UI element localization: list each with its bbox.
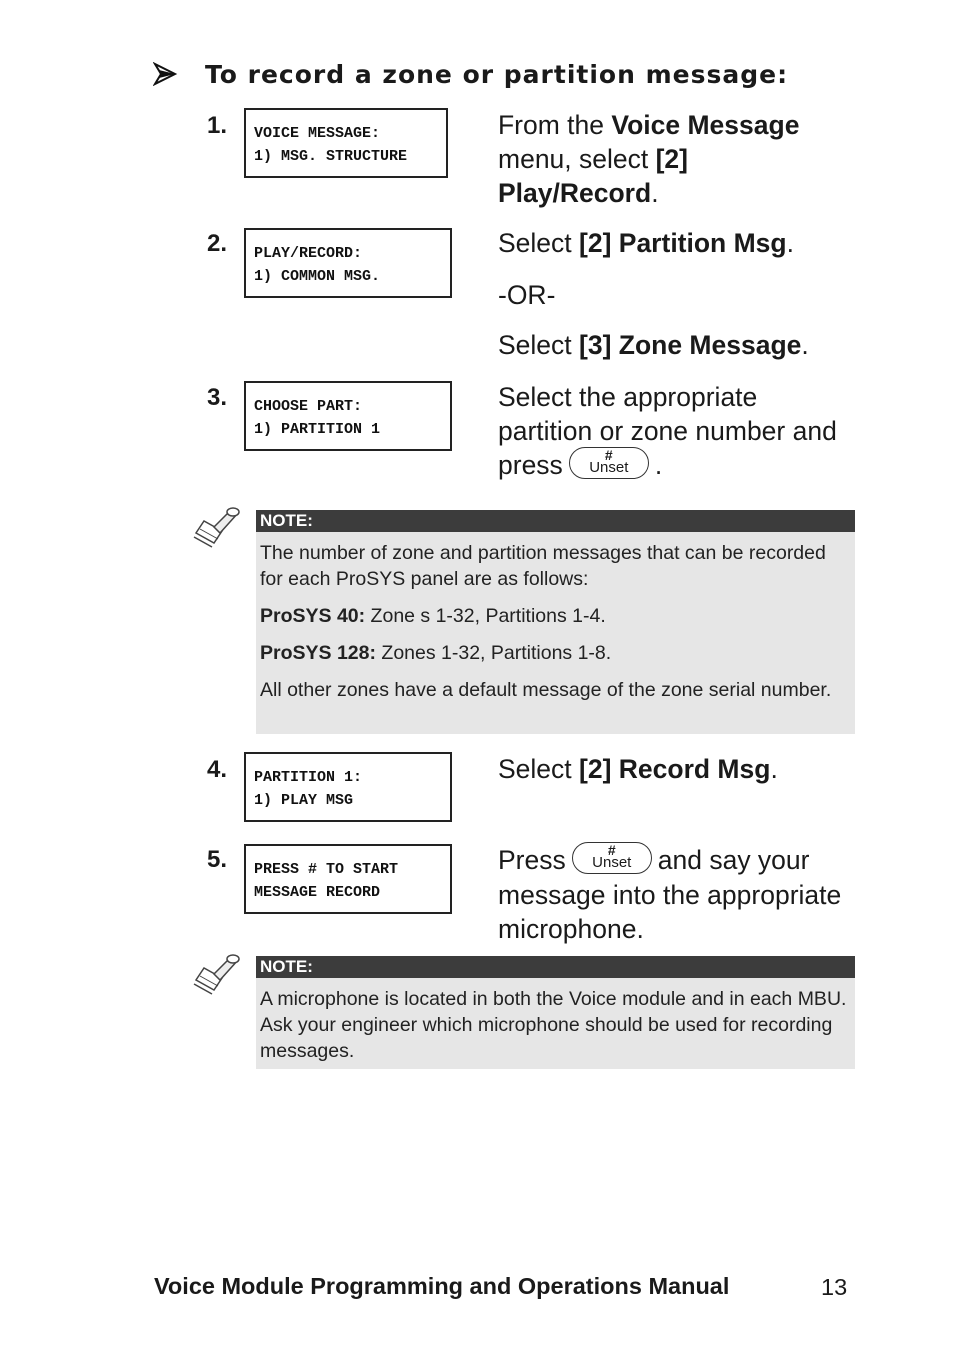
note-heading: NOTE: [256, 956, 855, 978]
lcd-line: PLAY/RECORD: [254, 245, 363, 262]
lcd-display [244, 752, 452, 822]
lcd-line: PARTITION 1: [254, 769, 363, 786]
lcd-line: 1) PLAY MSG [254, 792, 354, 809]
step-number: 3. [207, 384, 228, 411]
page-title: To record a zone or partition message: [205, 59, 789, 89]
lcd-display [244, 108, 448, 178]
step-number: 1. [207, 112, 228, 139]
note-body [256, 532, 855, 734]
lcd-display [244, 381, 452, 451]
step-instruction: Select [3] Zone Message. [498, 330, 809, 360]
step-instruction: Select [2] Record Msg. [498, 754, 778, 784]
step-instruction: From the Voice Message menu, select [2] Play/Record. [498, 110, 800, 208]
note-heading: NOTE: [256, 510, 855, 532]
note-text: A microphone is located in both the Voice module and in each MBU. Ask your engineer which microphone should be used for recording messages. [260, 988, 847, 1062]
lcd-line: 1) COMMON MSG. [254, 268, 381, 285]
step-instruction: Press # Unset and say your message into the appropriate microphone. [498, 842, 842, 944]
lcd-line: VOICE MESSAGE: [254, 125, 381, 142]
lcd-display [244, 228, 452, 298]
note-pen-icon [192, 503, 244, 549]
lcd-line: 1) MSG. STRUCTURE [254, 148, 408, 165]
note-text: ProSYS 40: Zone s 1-32, Partitions 1-4. [260, 605, 606, 627]
note-text: All other zones have a default message of the zone serial number. [260, 679, 832, 701]
lcd-line: PRESS # TO START [254, 861, 399, 878]
section-heading [153, 56, 788, 92]
arrow-bullet-icon [153, 62, 187, 86]
footer-title: Voice Module Programming and Operations Manual [154, 1273, 730, 1299]
step-number: 2. [207, 230, 228, 257]
or-separator: -OR- [498, 280, 556, 310]
lcd-line: 1) PARTITION 1 [254, 421, 381, 438]
lcd-line: MESSAGE RECORD [254, 884, 381, 901]
note-body [256, 978, 855, 1069]
step-instruction: Select [2] Partition Msg. [498, 228, 794, 258]
step-number: 4. [207, 756, 228, 783]
step-number: 5. [207, 846, 228, 873]
step-instruction: Select the appropriate partition or zone number and press # Unset . [498, 382, 837, 480]
page-number: 13 [821, 1274, 848, 1300]
lcd-line: CHOOSE PART: [254, 398, 363, 415]
note-text: The number of zone and partition messages that can be recorded for each ProSYS panel are as follows: [260, 542, 826, 590]
note-pen-icon [192, 950, 244, 996]
note-text: ProSYS 128: Zones 1-32, Partitions 1-8. [260, 642, 612, 664]
unset-key-icon: # Unset [569, 447, 649, 479]
lcd-display [244, 844, 452, 914]
unset-key-icon: # Unset [572, 842, 652, 874]
